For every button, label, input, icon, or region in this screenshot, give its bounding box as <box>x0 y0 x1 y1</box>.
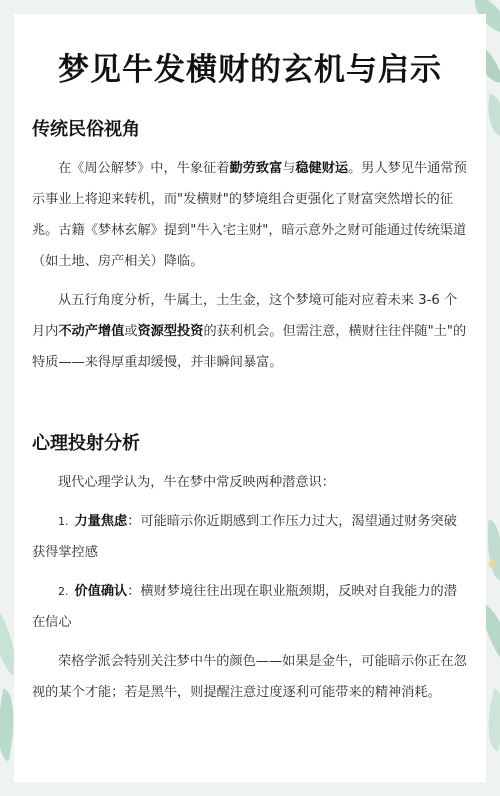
flower-decoration <box>488 560 496 568</box>
highlight-text: 不动产增值 <box>58 324 125 339</box>
page-title: 梦见牛发横财的玄机与启示 <box>58 52 442 88</box>
section-heading: 心理投射分析 <box>32 433 140 454</box>
list-item: 2. 价值确认：横财梦境往往出现在职业瓶颈期，反映对自我能力的潜在信心 <box>32 584 457 630</box>
paragraph: 荣格学派会特别关注梦中牛的颜色——如果是金牛，可能暗示你正在忽视的某个才能；若是黑牛，则提醒注意过度逐利可能带来的精神消耗。 <box>32 654 467 700</box>
list-item: 1. 力量焦虑：可能暗示你近期感到工作压力过大，渴望通过财务突破获得掌控感 <box>32 514 457 560</box>
article-card <box>14 14 486 782</box>
paragraph: 现代心理学认为，牛在梦中常反映两种潜意识： <box>58 475 335 490</box>
paragraph: 从五行角度分析，牛属土，土生金，这个梦境可能对应着未来 3-6 个月内不动产增值或资源型投资的获利机会。但需注意，横财往往伴随"土"的特质——来得厚重却缓慢，并非瞬间暴富。 <box>32 293 467 370</box>
highlight-text: 勤劳致富 <box>229 161 283 176</box>
highlight-text: 资源型投资 <box>137 324 204 339</box>
paragraph: 在《周公解梦》中，牛象征着勤劳致富与稳健财运。男人梦见牛通常预示事业上将迎来转机，而"发横财"的梦境组合更强化了财富突然增长的征兆。古籍《梦林玄解》提到"牛入宅主财"，暗示意外之财可能通过传统渠道（如土地、房产相关）降临。 <box>32 161 467 269</box>
section-traditional <box>32 118 468 378</box>
highlight-text: 稳健财运 <box>295 161 349 176</box>
section-psychology <box>32 432 468 708</box>
section-heading: 传统民俗视角 <box>32 119 140 140</box>
